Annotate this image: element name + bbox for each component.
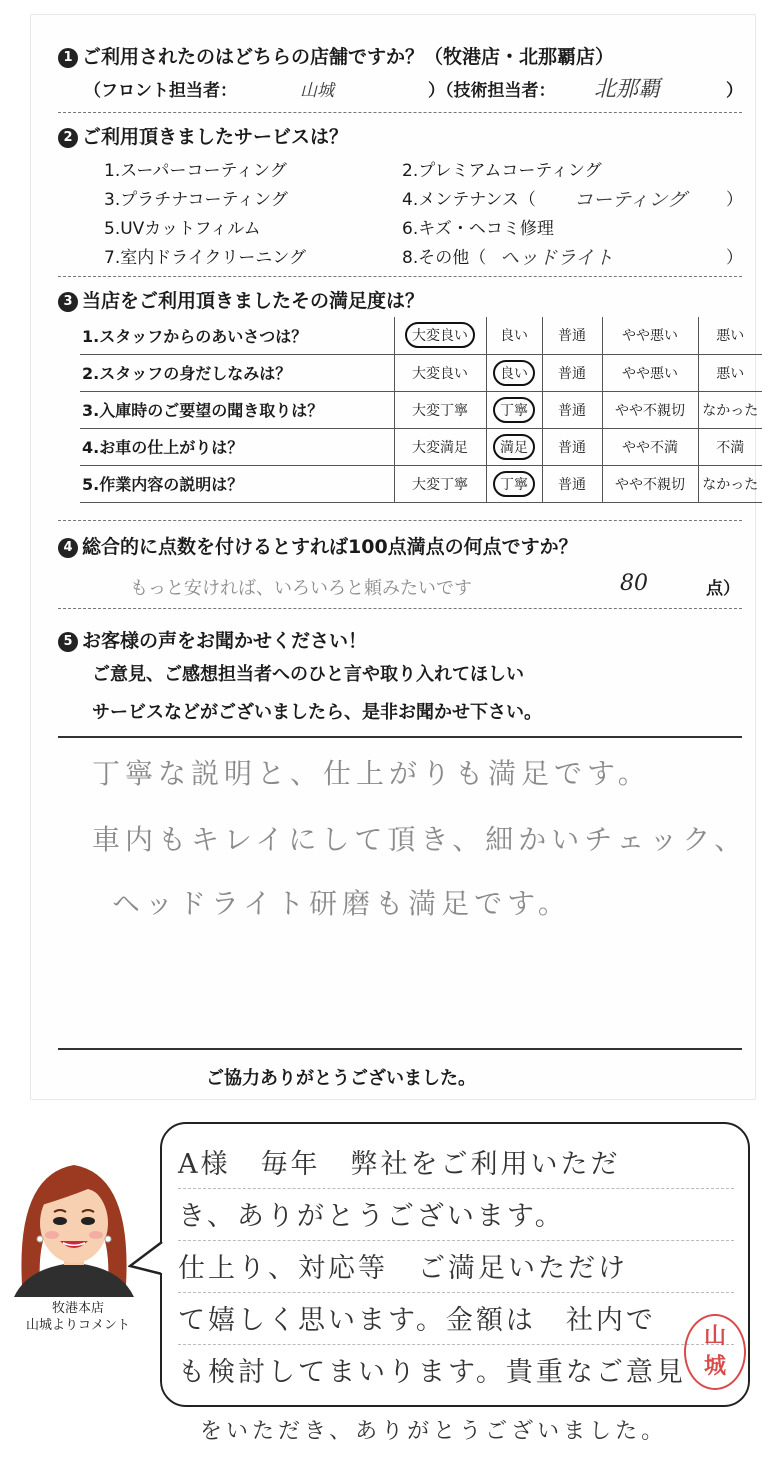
question-3 xyxy=(58,286,424,313)
commenter-label xyxy=(18,1300,138,1334)
rating-option-text: 普通 xyxy=(558,328,586,345)
satisfaction-table xyxy=(80,317,762,503)
rating-option xyxy=(542,391,602,428)
rating-option-text: 満足 xyxy=(493,434,535,460)
service-option: 5.UVカットフィルム xyxy=(104,219,261,239)
satisfaction-question: 4.お車の仕上がりは？ xyxy=(80,428,394,465)
rating-option-text: やや不親切 xyxy=(615,402,685,419)
rating-option-text: 大変丁寧 xyxy=(412,476,468,493)
rating-option-text: 大変良い xyxy=(412,365,468,382)
satisfaction-question: 5.作業内容の説明は？ xyxy=(80,465,394,502)
rating-option xyxy=(602,391,698,428)
tech-staff-label: ）（技術担当者： xyxy=(428,81,556,101)
rating-option xyxy=(698,465,762,502)
rating-option xyxy=(394,465,486,502)
rating-option-text: 丁寧 xyxy=(493,471,535,497)
rating-option xyxy=(602,465,698,502)
divider xyxy=(58,1048,742,1050)
question-2 xyxy=(58,122,348,149)
rating-option xyxy=(486,354,542,391)
rating-option xyxy=(394,428,486,465)
reply-line: て嬉しく思います。金額は 社内で xyxy=(178,1305,656,1336)
satisfaction-question: 3.入庫時のご要望の聞き取りは？ xyxy=(80,391,394,428)
seal-character: 城 xyxy=(703,1354,726,1379)
satisfaction-row xyxy=(80,391,762,428)
customer-comment-line: ヘッドライト研磨も満足です。 xyxy=(112,887,571,920)
reply-line: A様 毎年 弊社をご利用いただ xyxy=(178,1149,621,1180)
question-4 xyxy=(58,532,578,559)
rating-option-text: やや不親切 xyxy=(615,476,685,493)
rating-option xyxy=(602,428,698,465)
rating-option xyxy=(698,428,762,465)
score-note: もっと安ければ、いろいろと頼みたいです xyxy=(130,578,472,599)
commenter-store: 牧港本店 xyxy=(51,1301,104,1316)
rating-option xyxy=(698,317,762,354)
reply-line: も検討してまいります。貴重なご意見 xyxy=(178,1357,686,1388)
rating-option xyxy=(698,354,762,391)
rating-option-text: 良い xyxy=(493,360,535,386)
rating-option-text: 不満 xyxy=(716,439,745,456)
service-option: 1.スーパーコーティング xyxy=(104,161,287,181)
rating-option-text: 悪い xyxy=(716,365,745,382)
divider xyxy=(58,112,742,113)
ruled-line xyxy=(178,1240,734,1241)
rating-option-text: やや不満 xyxy=(622,439,678,456)
reply-footer-line: をいただき、ありがとうございました。 xyxy=(200,1419,668,1444)
front-staff-value: 山城 xyxy=(300,81,334,101)
rating-option xyxy=(542,465,602,502)
service-option: 8.その他（ xyxy=(402,248,487,268)
rating-option-text: 良い xyxy=(500,328,528,345)
rating-option-text: 普通 xyxy=(558,476,586,493)
question-3-text: 当店をご利用頂きましたその満足度は？ xyxy=(82,290,425,312)
rating-option xyxy=(486,317,542,354)
question-5-text: お客様の声をお聞かせください！ xyxy=(82,630,368,652)
question-5-number: 5 xyxy=(58,632,78,652)
divider xyxy=(58,520,742,521)
seal-character: 山 xyxy=(703,1324,726,1349)
rating-option xyxy=(542,428,602,465)
rating-option xyxy=(486,428,542,465)
question-2-number: 2 xyxy=(58,128,78,148)
rating-option-text: やや悪い xyxy=(622,365,678,382)
divider xyxy=(58,736,742,738)
satisfaction-row xyxy=(80,428,762,465)
rating-option-text: 大変良い xyxy=(405,322,475,348)
rating-option-text: 普通 xyxy=(558,402,586,419)
rating-option xyxy=(486,391,542,428)
rating-option-text: 普通 xyxy=(558,439,586,456)
front-staff-label: （フロント担当者： xyxy=(84,81,237,101)
service-option: 2.プレミアムコーティング xyxy=(402,161,602,181)
name-seal-stamp xyxy=(684,1314,746,1390)
rating-option xyxy=(394,317,486,354)
ruled-line xyxy=(178,1188,734,1189)
service-4-close: ） xyxy=(726,190,743,210)
service-4-fill: コーティング xyxy=(574,189,687,211)
question-5-subtext: ご意見、ご感想担当者へのひと言や取り入れてほしい xyxy=(92,664,524,685)
service-8-close: ） xyxy=(726,248,743,268)
question-4-number: 4 xyxy=(58,538,78,558)
tech-staff-value: 北那覇 xyxy=(594,77,661,102)
question-5-subtext: サービスなどがございましたら、是非お聞かせ下さい。 xyxy=(92,702,542,723)
rating-option xyxy=(394,391,486,428)
question-1-number: 1 xyxy=(58,48,78,68)
reply-line: き、ありがとうございます。 xyxy=(178,1201,565,1232)
reply-line: 仕上り、対応等 ご満足いただけ xyxy=(178,1253,628,1284)
speech-bubble-tail xyxy=(128,1240,168,1280)
staff-avatar-illustration xyxy=(8,1135,140,1297)
service-option: 6.キズ・ヘコミ修理 xyxy=(402,219,554,239)
rating-option xyxy=(486,465,542,502)
rating-option-text: 大変丁寧 xyxy=(412,402,468,419)
rating-option-text: なかった xyxy=(702,476,759,493)
rating-option-text: なかった xyxy=(702,402,759,419)
score-unit: 点） xyxy=(706,579,740,599)
ruled-line xyxy=(178,1344,734,1345)
q1-close-paren: ） xyxy=(726,81,743,101)
satisfaction-row xyxy=(80,317,762,354)
question-1 xyxy=(58,42,614,69)
service-option: 7.室内ドライクリーニング xyxy=(104,248,307,268)
rating-option-text: 大変満足 xyxy=(412,439,468,456)
question-4-text: 総合的に点数を付けるとすれば100点満点の何点ですか？ xyxy=(82,536,578,558)
rating-option-text: 普通 xyxy=(558,365,586,382)
commenter-name: 山城よりコメント xyxy=(25,1318,130,1333)
score-value: 80 xyxy=(620,571,648,596)
rating-option xyxy=(602,317,698,354)
rating-option xyxy=(698,391,762,428)
rating-option xyxy=(542,317,602,354)
customer-comment-line: 車内もキレイにして頂き、細かいチェック、 xyxy=(92,823,748,856)
satisfaction-question: 1.スタッフからのあいさつは？ xyxy=(80,317,394,354)
service-option: 3.プラチナコーティング xyxy=(104,190,288,210)
rating-option xyxy=(542,354,602,391)
rating-option xyxy=(394,354,486,391)
thanks-message: ご協力ありがとうございました。 xyxy=(206,1068,476,1089)
service-8-fill: ヘッドライト xyxy=(500,247,614,269)
satisfaction-row xyxy=(80,465,762,502)
rating-option xyxy=(602,354,698,391)
divider xyxy=(58,608,742,609)
rating-option-text: 丁寧 xyxy=(493,397,535,423)
divider xyxy=(58,276,742,277)
rating-option-text: やや悪い xyxy=(622,328,678,345)
question-5 xyxy=(58,626,367,653)
question-3-number: 3 xyxy=(58,292,78,312)
satisfaction-row xyxy=(80,354,762,391)
rating-option-text: 悪い xyxy=(716,328,745,345)
question-1-text: ご利用されたのはどちらの店舗ですか？（牧港店・北那覇店） xyxy=(82,46,615,68)
ruled-line xyxy=(178,1292,734,1293)
satisfaction-question: 2.スタッフの身だしなみは？ xyxy=(80,354,394,391)
service-option: 4.メンテナンス（ xyxy=(402,190,536,210)
question-2-text: ご利用頂きましたサービスは？ xyxy=(82,126,349,148)
customer-comment-line: 丁寧な説明と、仕上がりも満足です。 xyxy=(92,757,651,790)
